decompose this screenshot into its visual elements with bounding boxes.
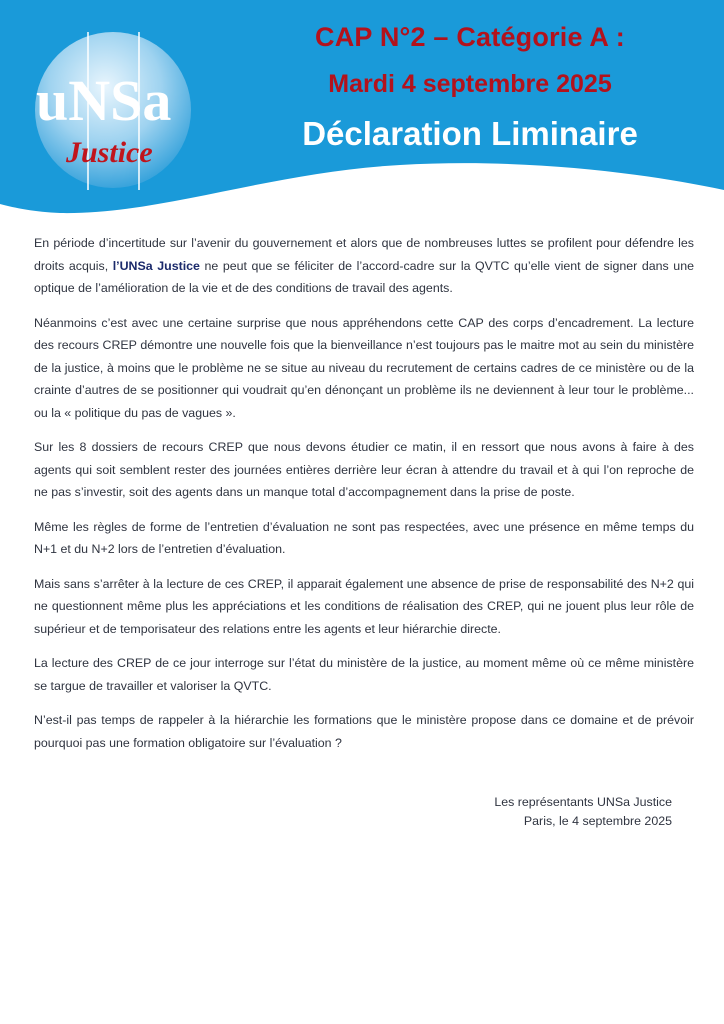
title-cap: CAP N°2 – Catégorie A : xyxy=(315,22,625,52)
paragraph-text: En période d’incertitude sur l’avenir du gouvernement et alors que de nombreuses luttes se profilent pour défendre les droits acquis, xyxy=(34,236,694,273)
unsa-justice-bold: l’UNSa Justice xyxy=(112,258,200,273)
paragraph xyxy=(34,232,694,300)
signature-block xyxy=(494,793,672,831)
paragraph: N’est-il pas temps de rappeler à la hiérarchie les formations que le ministère propose dans ce domaine et de prévoir pourquoi pas une formation obligatoire sur l’évaluation ? xyxy=(34,713,694,750)
title-date: Mardi 4 septembre 2025 xyxy=(328,70,612,98)
signature-line-representatives: Les représentants UNSa Justice xyxy=(494,795,672,809)
declaration-body xyxy=(34,232,694,766)
header-banner xyxy=(0,0,724,225)
paragraph: Sur les 8 dossiers de recours CREP que nous devons étudier ce matin, il en ressort que nous avons à faire à des agents qui soit semblent rester des journées entières derrière leur écran à attendre du travail et à qui l’on reproche de ne pas s’investir, soit des agents dans un manque total d’accompagnement dans la prise de poste. xyxy=(34,440,694,499)
paragraph: La lecture des CREP de ce jour interroge sur l’état du ministère de la justice, au moment même où ce même ministère se targue de travailler et valoriser la QVTC. xyxy=(34,656,694,693)
paragraph-text: ne peut que se féliciter de l’accord-cadre sur la QVTC qu’elle vient de signer dans une optique de l’amélioration de la vie et de des conditions de travail des agents. xyxy=(34,258,694,295)
unsa-justice-logo-icon xyxy=(28,22,208,192)
title-declaration: Déclaration Liminaire xyxy=(302,115,638,152)
paragraph: Néanmoins c’est avec une certaine surprise que nous appréhendons cette CAP des corps d’encadrement. La lecture des recours CREP démontre une nouvelle fois que la bienveillance n’est toujours pas le maitre mot au sein du ministère de la justice, à moins que le problème ne se situe au niveau du recrutement de certains cadres de ce ministère ou de la crainte d’autres de se positionner qui voudrait qu’en dénonçant un problème ils ne deviennent à leur tour le problème... ou la « politique du pas de vagues ». xyxy=(34,315,694,420)
paragraph: Même les règles de forme de l’entretien d’évaluation ne sont pas respectées, avec une présence en même temps du N+1 et du N+2 lors de l’entretien d’évaluation. xyxy=(34,519,694,556)
signature-line-place-date: Paris, le 4 septembre 2025 xyxy=(523,814,672,828)
logo-main-text: uNSa xyxy=(36,68,172,133)
paragraph: Mais sans s’arrêter à la lecture de ces CREP, il apparait également une absence de prise de responsabilité des N+2 qui ne questionnent même plus les appréciations et les conditions de réalisation des CREP, qui ne jouent plus leur rôle de supérieur et de temporisateur des relations entre les agents et leur hiérarchie directe. xyxy=(34,576,694,636)
logo-sub-text: Justice xyxy=(66,136,153,169)
